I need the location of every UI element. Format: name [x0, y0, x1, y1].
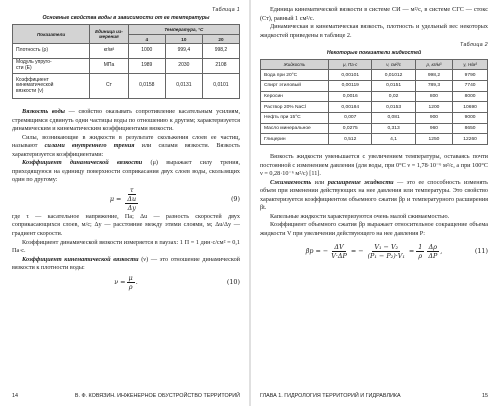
fraction-numerator: V₁ − V₂: [374, 242, 399, 251]
fraction-numerator: μ: [128, 274, 133, 283]
table-row: [261, 123, 488, 134]
formula-lhs: ν =: [114, 278, 126, 287]
running-title: В. Ф. КОВЯЗИН. ИНЖЕНЕРНОЕ ОБУСТРОЙСТВО ТЕРРИТОРИЙ: [74, 393, 240, 399]
table2-header: Жидкость: [261, 60, 329, 70]
right-body-text: [260, 153, 488, 264]
fraction-numerator: Δρ: [428, 242, 437, 251]
paragraph-text: — это ее способность изменять объем при изменении действующих на нее давления или температуры. Это свойство характеризуется коэффициентом объемного сжатия βp и температурного расширения βt.: [260, 178, 488, 212]
table2-cell: 998,2: [415, 70, 452, 81]
fraction: [329, 243, 349, 260]
fraction-denominator: [122, 195, 141, 212]
formula-11: [260, 238, 488, 264]
table2-cell: 0,00119: [329, 80, 372, 91]
table2-cell: Спирт этиловый: [261, 80, 329, 91]
table2-cell: 0,0151: [372, 80, 415, 91]
formula-number: (10): [226, 278, 240, 287]
table1-cell: Плотность (ρ): [13, 44, 90, 59]
fraction-numerator: ΔV: [334, 242, 344, 251]
table2-cell: 0,081: [372, 112, 415, 123]
table-row: [261, 112, 488, 123]
paragraph: [12, 134, 240, 160]
formula-lhs: βp = −: [305, 247, 329, 256]
table1-cell: кг/м³: [90, 44, 129, 59]
table2-cell: 0,313: [372, 123, 415, 134]
term: Сжимаемость: [270, 178, 312, 186]
table2-cell: 800: [415, 91, 452, 102]
term: силами внутреннего трения: [44, 142, 135, 150]
fraction-denominator: ρ: [128, 283, 133, 292]
table2-cell: 1200: [415, 102, 452, 113]
table2-header: μ, Па·с: [329, 60, 372, 70]
paragraph: [12, 256, 240, 273]
fraction-denominator: ΔP: [428, 251, 438, 260]
term: Вязкость воды: [22, 108, 65, 115]
table-row: [13, 74, 240, 99]
table1-cell: Ст: [90, 74, 129, 99]
table2-cell: 900: [415, 112, 452, 123]
fraction-numerator: Δu: [127, 194, 137, 203]
table2-header-row: [261, 60, 488, 70]
fraction-denominator: ρ: [418, 251, 423, 260]
table-row: [261, 91, 488, 102]
table2-cell: 8650: [453, 123, 488, 134]
table2-title: Некоторые показатели жидкостей: [326, 50, 422, 57]
table2-header: ρ, кг/м³: [415, 60, 452, 70]
table-row: [261, 70, 488, 81]
right-footer: [260, 393, 488, 400]
table1-cell: 1989: [128, 59, 165, 74]
fraction: [125, 195, 138, 212]
table2-cell: 789,3: [415, 80, 452, 91]
table2-cell: 0,0275: [329, 123, 372, 134]
paragraph: [12, 108, 240, 134]
formula-number: (11): [474, 247, 488, 256]
fraction-numerator: 1: [418, 242, 423, 251]
table-row: [13, 44, 240, 59]
table1-header-unit: Единица из- мерения: [90, 25, 129, 44]
table2-cell: Глицерин: [261, 134, 329, 145]
table-row: [261, 102, 488, 113]
term: расширение жидкости: [327, 178, 394, 186]
paragraph: Единица кинематической вязкости в системе СИ — м²/с, в системе СГС — стокс (Ст), равный 1 см²/с.: [260, 6, 488, 22]
table2-cell: 9790: [453, 70, 488, 81]
fraction-denominator: (P₁ − P₂)·V₁: [367, 251, 405, 260]
fraction: [122, 186, 141, 212]
paragraph: [260, 179, 488, 213]
left-body-text: [12, 108, 240, 293]
paragraph: Коэффициент объемного сжатия βp выражает относительное сокращение объема жидкости V при увеличении действующего на нее давления P:: [260, 221, 488, 237]
table1-cell: Коэффициент кинематической вязкости (ν): [13, 74, 90, 99]
table2-cell: 0,02: [372, 91, 415, 102]
table1-cell: МПа: [90, 59, 129, 74]
table2-cell: 9000: [453, 112, 488, 123]
table1-cell: 999,4: [165, 44, 202, 59]
table2-caption: Таблица 2: [460, 42, 488, 49]
table2-cell: 12260: [453, 134, 488, 145]
table2-cell: Вода при 20°С: [261, 70, 329, 81]
table1-cell: 998,2: [202, 44, 239, 59]
table1: [12, 24, 240, 99]
table1-cell: 0,0131: [165, 74, 202, 99]
left-footer: [12, 393, 240, 400]
paragraph-text: Силы, возникающие в жидкости в результате скольжения слоев ее частиц, называют: [12, 133, 240, 150]
table-row: [13, 59, 240, 74]
table1-cell: 0,0101: [202, 74, 239, 99]
table1-header-temp: Температура, °С: [128, 25, 239, 35]
paragraph-text: или силами вязкости. Вязкость характеризуется коэффициентами:: [12, 142, 240, 158]
fraction: [426, 243, 439, 260]
paragraph: Динамическая и кинематическая вязкость, плотность и удельный вес некоторых жидкостей приведены в таблице 2.: [260, 23, 488, 39]
paragraph: [12, 159, 240, 185]
right-page: [250, 0, 500, 406]
fraction-numerator: τ: [130, 185, 134, 194]
paragraph-text: или: [311, 178, 328, 186]
formula-tail: .: [135, 278, 138, 287]
table2-cell: 10690: [453, 102, 488, 113]
paragraph: Коэффициент динамической вязкости измеряется в паузах: 1 П = 1 дин·с/см² = 0,1 Па·с.: [12, 238, 240, 255]
table2-cell: Керосин: [261, 91, 329, 102]
paragraph: Вязкость жидкости уменьшается с увеличением температуры, оставаясь почти постоянной с изменением давления (для воды, при 0°С ν = 1,78·10⁻⁶ м²/с, а при 100°С ν = 0,28·10⁻⁶ м²/с) [11].: [260, 153, 488, 178]
term: Коэффициент динамической вязкости: [22, 159, 143, 167]
page-number: 14: [12, 393, 18, 399]
table2-cell: 0,0016: [329, 91, 372, 102]
table2-cell: 0,512: [329, 134, 372, 145]
table1-cell: 0,0158: [128, 74, 165, 99]
term: Коэффициент кинематической вязкости: [22, 255, 139, 263]
table2-header: ν, см²/с: [372, 60, 415, 70]
table2-cell: 1250: [415, 134, 452, 145]
table1-title: Основные свойства воды в зависимости от ее температуры: [42, 15, 210, 21]
paragraph-text: (ν) — это отношение динамической вязкости к плотности воды:: [12, 255, 240, 272]
paragraph-text: — свойство оказывать сопротивление касательным усилиям, стремящимся сдвинуть одни частицы воды по отношению к другим; характеризуется динамическим и кинематическим коэффициентами вязкости.: [12, 108, 240, 133]
table1-cell: 2108: [202, 59, 239, 74]
formula-number: (9): [230, 194, 240, 203]
table2-cell: 960: [415, 123, 452, 134]
table-row: [261, 80, 488, 91]
chapter-title: ГЛАВА 1. ГИДРОЛОГИЯ ТЕРРИТОРИЙ И ГИДРАВЛИКА: [260, 393, 401, 399]
formula-10: [12, 273, 240, 293]
table2-cell: Раствор 20% NaCl: [261, 102, 329, 113]
paragraph: Капельные жидкости характеризуются очень малой сжимаемостью.: [270, 212, 450, 220]
formula-operator: =: [408, 247, 415, 256]
formula-9: [12, 185, 240, 213]
table1-caption: Таблица 1: [212, 7, 240, 13]
table2-cell: 7740: [453, 80, 488, 91]
table1-temp-10: 10: [165, 35, 202, 44]
table2-cell: 4,1: [372, 134, 415, 145]
table2-cell: 0,00184: [329, 102, 372, 113]
table1-temp-20: 20: [202, 35, 239, 44]
paragraph-text: (μ) выражает силу трения, приходящуюся на единицу поверхности соприкасания двух слоев воды, скользящих один по другому:: [12, 159, 240, 184]
table2-cell: Нефть при 15°С: [261, 112, 329, 123]
table2-cell: 0,00101: [329, 70, 372, 81]
table2-header: γ, Н/м³: [453, 60, 488, 70]
fraction-denominator: Δy: [127, 203, 136, 212]
formula-tail: ,: [440, 247, 443, 256]
fraction: [416, 243, 424, 260]
paragraph: где τ — касательное напряжение, Па; Δu — разность скоростей двух соприкасающихся слоев, м/с; Δy — расстояние между этими слоями, м; Δu/Δy — градиент скорости.: [12, 212, 240, 238]
table2: [260, 59, 488, 145]
table-row: [261, 134, 488, 145]
table2-cell: 8000: [453, 91, 488, 102]
table1-header-name: Показатели: [13, 25, 90, 44]
table2-cell: Масло минеральное: [261, 123, 329, 134]
fraction: [127, 274, 135, 291]
formula-lhs: μ =: [109, 194, 122, 203]
table1-cell: Модуль упруго- сти (E): [13, 59, 90, 74]
table1-cell: 2030: [165, 59, 202, 74]
fraction-denominator: V·ΔP: [331, 251, 347, 260]
page-number: 15: [482, 393, 488, 399]
table2-cell: 0,0153: [372, 102, 415, 113]
table1-temp-4: 4: [128, 35, 165, 44]
table2-cell: 0,01012: [372, 70, 415, 81]
table2-cell: 0,007: [329, 112, 372, 123]
table1-cell: 1000: [128, 44, 165, 59]
right-body-top: [260, 6, 488, 40]
formula-operator: = −: [350, 247, 364, 256]
fraction: [366, 243, 407, 260]
